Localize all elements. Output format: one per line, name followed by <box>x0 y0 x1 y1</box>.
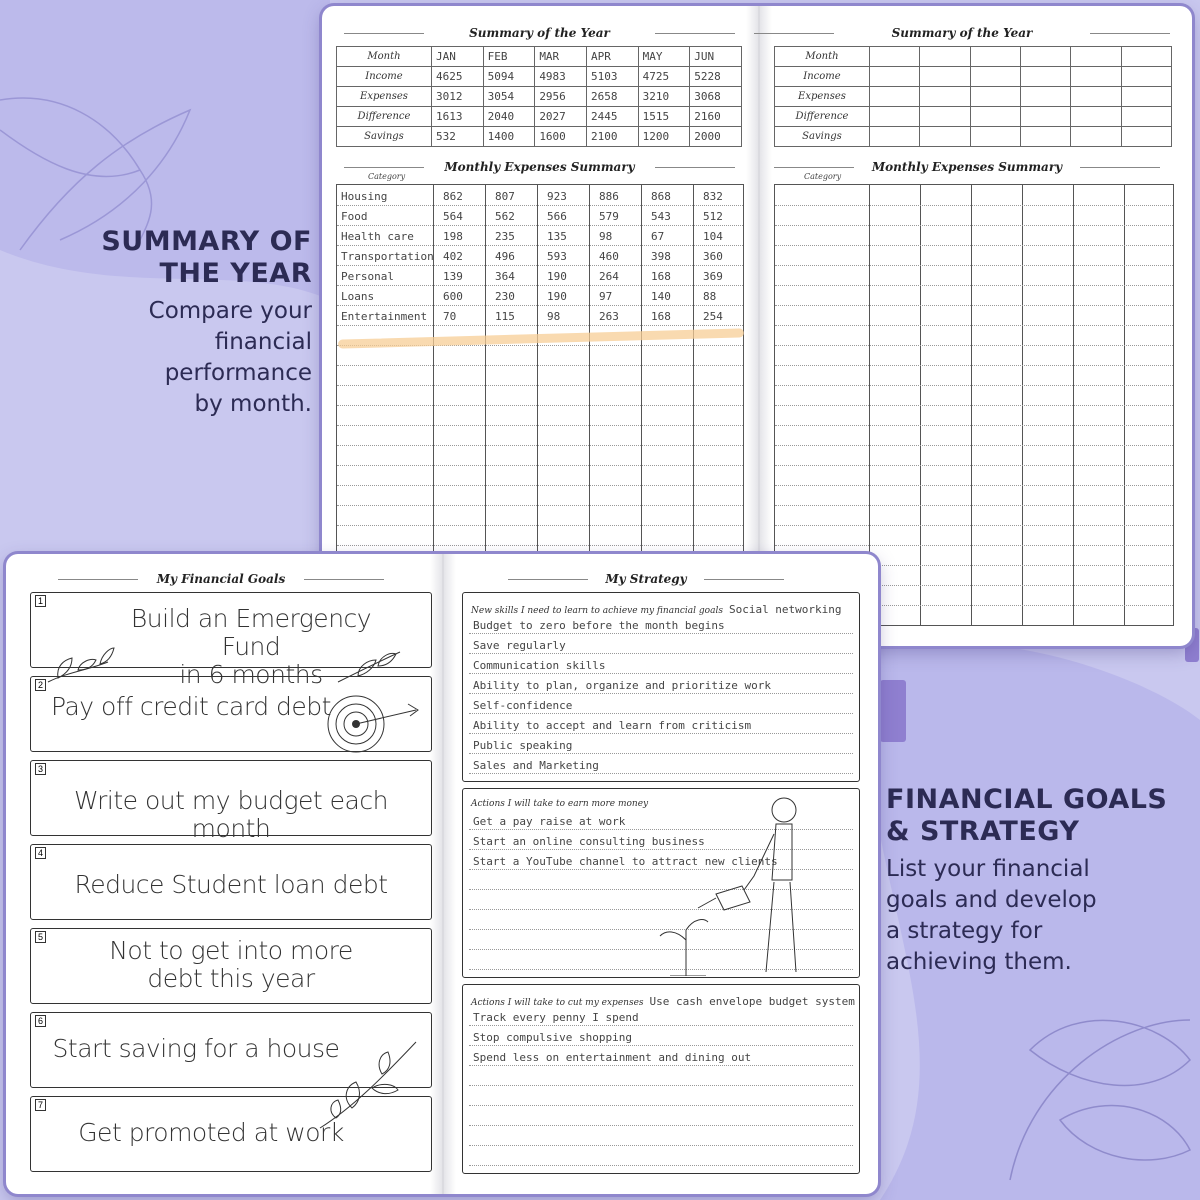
notebook-spine <box>746 6 772 646</box>
grid-row-line <box>775 265 1173 266</box>
strategy-entry: Start a YouTube channel to attract new clients <box>473 855 778 868</box>
summary-cell: 2000 <box>690 127 742 147</box>
summary-cell: 3068 <box>690 87 742 107</box>
goal-text-line1: Get promoted at work <box>78 1118 344 1147</box>
summary-cell <box>920 67 970 87</box>
summary-cell: 1600 <box>535 127 587 147</box>
dotted-line <box>469 1025 853 1026</box>
strategy-entry: Start an online consulting business <box>473 835 705 848</box>
expense-value: 97 <box>599 290 613 303</box>
expense-value: 512 <box>703 210 723 223</box>
grid-row-line <box>337 465 743 466</box>
summary-cell: 2956 <box>535 87 587 107</box>
dotted-line <box>469 1145 853 1146</box>
expense-value: 139 <box>443 270 463 283</box>
expense-value: 566 <box>547 210 567 223</box>
grid-row-line <box>775 305 1173 306</box>
dotted-line <box>469 693 853 694</box>
expense-value: 832 <box>703 190 723 203</box>
expense-value: 579 <box>599 210 619 223</box>
summary-row-label: Difference <box>337 107 432 127</box>
summary-cell <box>1020 47 1070 67</box>
cut-heading: Actions I will take to cut my expenses Use cash envelope budget system <box>471 995 855 1008</box>
summary-title-left: Summary of the Year <box>432 26 647 40</box>
grid-row-line <box>337 225 743 226</box>
summary-cell <box>1121 87 1171 107</box>
expense-value: 140 <box>651 290 671 303</box>
strategy-entry: Budget to zero before the month begins <box>473 619 725 632</box>
category-label-left: Category <box>368 172 406 181</box>
grid-row-line <box>775 545 1173 546</box>
summary-row-label: Income <box>337 67 432 87</box>
dotted-line <box>469 653 853 654</box>
summary-cell <box>920 87 970 107</box>
grid-row-line <box>775 365 1173 366</box>
expense-value: 115 <box>495 310 515 323</box>
goal-number: 6 <box>35 1015 46 1027</box>
grid-row-line <box>337 385 743 386</box>
expense-value: 190 <box>547 270 567 283</box>
goal-text-line1: Write out my budget each month <box>74 786 388 843</box>
promo-summary <box>40 226 312 420</box>
expense-value: 593 <box>547 250 567 263</box>
dotted-line <box>469 1045 853 1046</box>
goal-text-line2: in 6 months <box>179 660 323 689</box>
summary-cell: 2027 <box>535 107 587 127</box>
expense-value: 98 <box>599 230 613 243</box>
goal-number: 1 <box>35 595 46 607</box>
strategy-entry: Sales and Marketing <box>473 759 599 772</box>
dotted-line <box>469 1165 853 1166</box>
expense-value: 235 <box>495 230 515 243</box>
summary-cell <box>970 127 1020 147</box>
summary-cell <box>1071 47 1121 67</box>
goal-text-line1: Start saving for a house <box>52 1034 340 1063</box>
summary-cell: 4983 <box>535 67 587 87</box>
summary-cell <box>1071 67 1121 87</box>
dotted-line <box>469 713 853 714</box>
summary-cell: 532 <box>432 127 484 147</box>
strategy-entry: Self-confidence <box>473 699 573 712</box>
grid-row-line <box>775 445 1173 446</box>
summary-cell <box>970 47 1020 67</box>
grid-row-line <box>775 345 1173 346</box>
dotted-line <box>469 1105 853 1106</box>
expense-category: Transportation <box>341 250 434 263</box>
grid-row-line <box>337 305 743 306</box>
grid-row-line <box>337 525 743 526</box>
expense-category: Personal <box>341 270 394 283</box>
category-label-right: Category <box>804 172 842 181</box>
promo-summary-body: Compare your financial performance by month. <box>148 298 312 417</box>
summary-cell <box>1020 127 1070 147</box>
dotted-line <box>469 1125 853 1126</box>
expense-value: 360 <box>703 250 723 263</box>
expense-value: 98 <box>547 310 561 323</box>
goal-text <box>51 871 411 899</box>
expense-value: 862 <box>443 190 463 203</box>
grid-row-line <box>775 465 1173 466</box>
expense-value: 190 <box>547 290 567 303</box>
expense-value: 868 <box>651 190 671 203</box>
expense-value: 364 <box>495 270 515 283</box>
summary-cell <box>1121 127 1171 147</box>
expense-value: 168 <box>651 270 671 283</box>
summary-cell: 2658 <box>586 87 638 107</box>
summary-cell <box>1071 127 1121 147</box>
grid-row-line <box>337 285 743 286</box>
grid-row-line <box>775 225 1173 226</box>
grid-row-line <box>337 545 743 546</box>
expense-value: 562 <box>495 210 515 223</box>
goal-number: 2 <box>35 679 46 691</box>
summary-cell: 3012 <box>432 87 484 107</box>
expense-value: 264 <box>599 270 619 283</box>
grid-row-line <box>775 525 1173 526</box>
summary-cell: 1515 <box>638 107 690 127</box>
summary-row-label: Month <box>337 47 432 67</box>
grid-row-line <box>775 425 1173 426</box>
goal-number: 3 <box>35 763 46 775</box>
summary-cell <box>970 107 1020 127</box>
summary-table-left <box>336 46 742 147</box>
goal-text-line1: Build an Emergency Fund <box>130 604 372 661</box>
dotted-line <box>469 1065 853 1066</box>
expense-value: 135 <box>547 230 567 243</box>
promo-summary-heading: SUMMARY OF THE YEAR <box>101 226 312 289</box>
dotted-line <box>469 753 853 754</box>
expense-value: 564 <box>443 210 463 223</box>
strategy-entry: Communication skills <box>473 659 606 672</box>
promo-goals-heading: FINANCIAL GOALS & STRATEGY <box>886 784 1168 847</box>
strategy-entry: Public speaking <box>473 739 573 752</box>
summary-cell: 5103 <box>586 67 638 87</box>
expense-value: 923 <box>547 190 567 203</box>
dotted-line <box>469 773 853 774</box>
expense-value: 263 <box>599 310 619 323</box>
expense-value: 198 <box>443 230 463 243</box>
summary-cell <box>1121 47 1171 67</box>
summary-row-label: Savings <box>337 127 432 147</box>
grid-row-line <box>337 245 743 246</box>
goal-number: 5 <box>35 931 46 943</box>
summary-row-label: Income <box>775 67 870 87</box>
dotted-line <box>469 673 853 674</box>
summary-cell <box>870 87 920 107</box>
grid-row-line <box>337 505 743 506</box>
strategy-entry: Get a pay raise at work <box>473 815 626 828</box>
summary-cell: 5228 <box>690 67 742 87</box>
elastic-band <box>880 680 906 742</box>
summary-cell: MAY <box>638 47 690 67</box>
goal-item <box>30 760 432 843</box>
summary-cell: 1400 <box>483 127 535 147</box>
goal-number: 7 <box>35 1099 46 1111</box>
expense-value: 168 <box>651 310 671 323</box>
grid-row-line <box>337 325 743 326</box>
expense-value: 88 <box>703 290 717 303</box>
grid-row-line <box>775 205 1173 206</box>
dotted-line <box>469 633 853 634</box>
expenses-title-left: Monthly Expenses Summary <box>432 160 647 174</box>
expense-value: 398 <box>651 250 671 263</box>
goal-text-line1: Pay off credit card debt <box>51 692 331 721</box>
summary-cell: 2160 <box>690 107 742 127</box>
grid-row-line <box>337 265 743 266</box>
expense-value: 254 <box>703 310 723 323</box>
goal-text-line1: Reduce Student loan debt <box>74 870 388 899</box>
strategy-skills-box <box>462 592 860 782</box>
goal-text-line1: Not to get into more <box>109 936 353 965</box>
strategy-entry: Spend less on entertainment and dining out <box>473 1051 752 1064</box>
notebook-spine-bottom <box>430 554 456 1194</box>
summary-cell <box>1121 107 1171 127</box>
summary-cell <box>1121 67 1171 87</box>
goal-number: 4 <box>35 847 46 859</box>
summary-cell <box>920 47 970 67</box>
expense-value: 886 <box>599 190 619 203</box>
expense-category: Health care <box>341 230 414 243</box>
summary-cell: 3210 <box>638 87 690 107</box>
expense-value: 543 <box>651 210 671 223</box>
summary-cell: 2100 <box>586 127 638 147</box>
summary-cell <box>1071 87 1121 107</box>
promo-goals-body: List your financial goals and develop a strategy for achieving them. <box>886 856 1097 975</box>
summary-cell <box>920 107 970 127</box>
summary-cell <box>870 67 920 87</box>
grid-row-line <box>337 365 743 366</box>
summary-table-right <box>774 46 1172 147</box>
strategy-entry: Save regularly <box>473 639 566 652</box>
expense-category: Entertainment <box>341 310 428 323</box>
expense-value: 369 <box>703 270 723 283</box>
summary-cell: 4625 <box>432 67 484 87</box>
earn-heading: Actions I will take to earn more money <box>471 799 649 809</box>
summary-cell: 4725 <box>638 67 690 87</box>
strategy-entry: Ability to accept and learn from criticism <box>473 719 752 732</box>
goals-title: My Financial Goals <box>146 572 296 586</box>
expenses-title-right: Monthly Expenses Summary <box>862 160 1072 174</box>
expense-category: Loans <box>341 290 375 303</box>
expense-value: 807 <box>495 190 515 203</box>
strategy-cut-box <box>462 984 860 1174</box>
summary-cell: 3054 <box>483 87 535 107</box>
expense-value: 600 <box>443 290 463 303</box>
summary-cell <box>920 127 970 147</box>
strategy-title: My Strategy <box>596 572 696 586</box>
goal-text <box>37 787 425 843</box>
branch-illustration-icon <box>312 1038 422 1134</box>
grid-row-line <box>775 325 1173 326</box>
target-icon <box>322 690 426 754</box>
grid-row-line <box>337 425 743 426</box>
skills-heading: New skills I need to learn to achieve my financial goals Social networking <box>471 603 842 616</box>
summary-cell <box>1020 107 1070 127</box>
grid-row-line <box>337 205 743 206</box>
summary-cell <box>970 67 1020 87</box>
summary-cell <box>1020 87 1070 107</box>
expense-value: 496 <box>495 250 515 263</box>
strategy-entry: Ability to plan, organize and prioritize work <box>473 679 772 692</box>
summary-cell: 2445 <box>586 107 638 127</box>
grid-row-line <box>775 405 1173 406</box>
summary-cell: MAR <box>535 47 587 67</box>
expense-value: 460 <box>599 250 619 263</box>
expense-value: 230 <box>495 290 515 303</box>
strategy-entry: Stop compulsive shopping <box>473 1031 632 1044</box>
grid-row-line <box>337 405 743 406</box>
summary-row-label: Difference <box>775 107 870 127</box>
summary-row-label: Expenses <box>775 87 870 107</box>
summary-cell: 1613 <box>432 107 484 127</box>
summary-row-label: Savings <box>775 127 870 147</box>
grid-row-line <box>775 385 1173 386</box>
expense-value: 70 <box>443 310 457 323</box>
summary-title-right: Summary of the Year <box>842 26 1082 40</box>
summary-cell <box>1071 107 1121 127</box>
summary-cell: JAN <box>432 47 484 67</box>
summary-cell <box>1020 67 1070 87</box>
bottom-notebook-spread <box>6 554 878 1194</box>
expense-category: Housing <box>341 190 388 203</box>
summary-cell <box>970 87 1020 107</box>
expense-value: 402 <box>443 250 463 263</box>
grid-row-line <box>337 485 743 486</box>
grid-row-line <box>775 245 1173 246</box>
dotted-line <box>469 733 853 734</box>
summary-cell <box>870 47 920 67</box>
goal-item <box>30 928 432 1004</box>
summary-cell: APR <box>586 47 638 67</box>
grid-row-line <box>775 485 1173 486</box>
dotted-line <box>469 1085 853 1086</box>
summary-cell: 2040 <box>483 107 535 127</box>
strategy-entry: Track every penny I spend <box>473 1011 639 1024</box>
summary-row-label: Month <box>775 47 870 67</box>
summary-cell <box>870 107 920 127</box>
goal-text <box>41 1035 351 1063</box>
watering-figure-icon <box>646 790 826 976</box>
grid-row-line <box>337 445 743 446</box>
expense-category: Food <box>341 210 368 223</box>
expense-value: 67 <box>651 230 665 243</box>
summary-row-label: Expenses <box>337 87 432 107</box>
summary-cell: 5094 <box>483 67 535 87</box>
top-notebook-spread <box>322 6 1192 646</box>
goal-item <box>30 844 432 920</box>
grid-row-line <box>775 505 1173 506</box>
summary-cell: FEB <box>483 47 535 67</box>
summary-cell <box>870 127 920 147</box>
goal-text-line2: debt this year <box>147 964 315 993</box>
summary-cell: 1200 <box>638 127 690 147</box>
promo-goals <box>886 784 1186 978</box>
goal-text <box>71 937 391 993</box>
summary-cell: JUN <box>690 47 742 67</box>
grid-row-line <box>775 285 1173 286</box>
expense-value: 104 <box>703 230 723 243</box>
